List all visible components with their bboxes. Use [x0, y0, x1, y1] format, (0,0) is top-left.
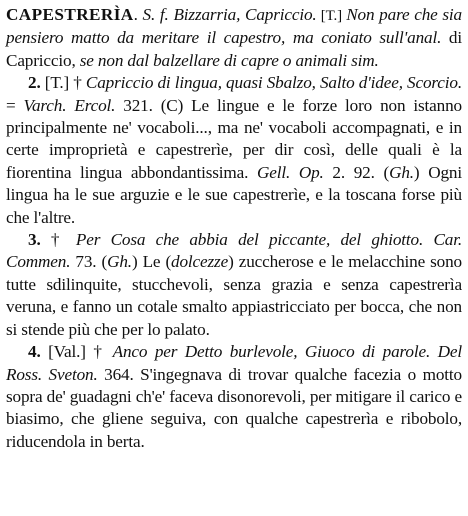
- sense-number: 4.: [28, 342, 41, 362]
- sense-definition: Capriccio di lingua, quasi Sbalzo, Salto d'idee, Scorcio.: [85, 73, 462, 93]
- source-tag: [Val.] †: [40, 342, 113, 362]
- sense-3-paragraph: [6, 229, 462, 341]
- citation-author: Gell. Op.: [256, 162, 324, 182]
- part-of-speech-and-definition: S. f. Bizzarria, Capriccio.: [142, 5, 317, 24]
- etymology-note: se non dal balzellare di capre o animali sim.: [79, 50, 379, 70]
- text-fragment: [430, 342, 438, 361]
- text-fragment: =: [6, 95, 24, 115]
- text-fragment: 73. (: [70, 252, 108, 272]
- text-fragment: .: [133, 5, 143, 24]
- citation-author: Del Ross. Sveton.: [6, 342, 462, 384]
- text-fragment: 2. 92. (: [323, 162, 390, 182]
- entry-headword-paragraph: [6, 4, 462, 72]
- text-fragment: [423, 230, 433, 249]
- sense-number: 2.: [28, 73, 41, 93]
- text-fragment: †: [40, 230, 76, 250]
- headword: CAPESTRERÌA: [6, 5, 134, 24]
- sense-definition: Per Cosa che abbia del piccante, del ghiotto.: [75, 230, 424, 250]
- text-fragment: di Capriccio,: [6, 28, 462, 70]
- sense-4-paragraph: [6, 341, 462, 453]
- sense-definition: Anco per Detto burlevole, Giuoco di parole.: [112, 342, 431, 362]
- citation-text: 364. S'ingegnava di trovar qualche facezia o motto sopra de' guadagni ch'e' faceva disonorevoli, per mitigare il carico e biasimo, che gliene seguiva, con qualche capestrerìa e ribobolo, riducendola in berta.: [6, 364, 462, 451]
- gloss-word: dolcezze: [171, 252, 229, 272]
- citation-author: Car. Commen.: [6, 230, 462, 272]
- source-tag: [T.] †: [40, 73, 86, 93]
- citation-text: 321. (C) Le lingue e le forze loro non istanno principalmente ne' vocaboli..., ma ne' vocaboli accompagnati, e in certe improprietà e capestrerìe, per dir così, delle quali è la fiorentina lingua abbondantissima.: [6, 95, 462, 182]
- source-tag: [T.]: [316, 8, 347, 24]
- sense-number: 3.: [28, 230, 41, 250]
- citation-source-mark: Gh.: [107, 252, 132, 272]
- citation-text: ) zuccherose e le melacchine sono tutte sdilinquite, stucchevoli, senza grazia e senza capestrerìa veruna, e fanno un cotale smalto appiastricciato per bocca, che non si stende più che per lo palato.: [6, 252, 462, 339]
- sense-2-paragraph: [6, 72, 462, 229]
- citation-source-mark: Gh.: [389, 162, 414, 182]
- text-fragment: ) Le (: [131, 252, 172, 272]
- etymology-note: Non pare che sia pensiero matto da meritare il capestro, ma coniato sull'anal.: [6, 5, 463, 48]
- citation-text: ) Ogni lingua ha le sue arguzie e le sue capestrerìe, e la toscana forse più che l'altre.: [6, 162, 462, 227]
- citation-author: Varch. Ercol.: [23, 95, 116, 115]
